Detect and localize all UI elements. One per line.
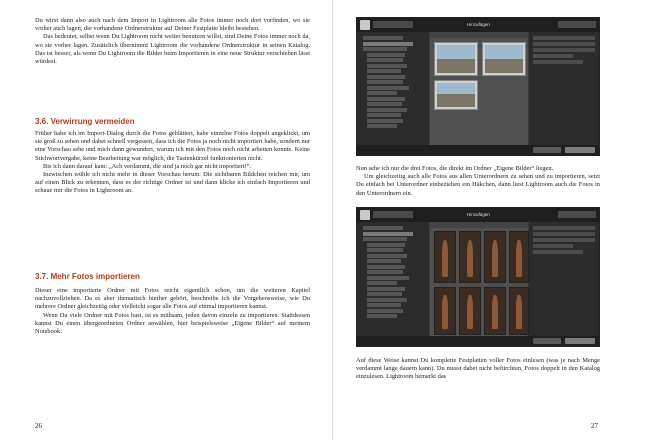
photo-thumbnail[interactable] [459, 287, 481, 335]
lightroom-logo-icon [360, 20, 370, 30]
thumbnail-grid [430, 32, 528, 145]
photo-thumbnail[interactable] [509, 287, 529, 335]
paragraph: Dieser eine importierte Ordner mit Fotos reicht eigentlich schon, um die weiteren Kapitel nachzuvollziehen. Da es aber thematisch hierher gehört, beschreibe ich die Vorgehensweise, wie Du mehrere Ordner gleichzeitig oder vielleicht sogar alle Fotos auf einmal importieren kannst. [35, 287, 310, 311]
right-bottom-text [356, 357, 600, 382]
photo-thumbnail[interactable] [434, 231, 456, 283]
paragraph: Inzwischen wühle ich nicht mehr in dieser Vorschau herum. Die sichtbaren Bildchen reichen mir, um auf einen Blick zu erkennen, dass es der richtige Ordner ist und dann klicke ich einfach Importieren und schaue mir die Fotos in Lightroom an. [35, 171, 310, 195]
lightroom-bottombar [357, 336, 599, 346]
lightroom-import-screenshot-2 [356, 207, 600, 347]
paragraph: Bis ich dann darauf kam: „Ach verdammt, die sind ja noch gar nicht importiert!“. [43, 162, 252, 170]
left-top-text [35, 17, 310, 66]
paragraph: Früher habe ich im Import-Dialog durch die Fotos geblättert, habe einzelne Fotos doppelt angeklickt, um sie groß zu sehen und dabei schnell vergessen, dass ich die Fotos ja noch nicht importiert habe, sondern nur eine Vorschau sehe und mich dann gewundert, warum ich mit den Fotos noch nicht arbeiten konnte. Keine Stichwortvergabe, keine Bearbeitung war möglich, die Tastenkürzel funktionierten nicht. [35, 130, 310, 162]
cancel-button[interactable] [533, 147, 561, 153]
destination-selector [558, 21, 596, 28]
settings-panel [529, 222, 599, 336]
paragraph: Du wirst dann also auch nach dem Import in Lightroom alle Fotos immer noch dort vorfinden, wo sie vorher auch lagen, die vorhandene Ordnerstruktur auf Deiner Festplatte bleibt bestehen. [35, 17, 310, 33]
import-mode-label: Hinzufügen [467, 22, 490, 27]
paragraph: Auf diese Weise kannst Du komplette Festplatten voller Fotos einlesen (was je nach Menge verdammt lange dauern kann). Du musst dabei nicht befürchten, Fotos doppelt in den Katalog einzulesen. Lightroom bemerkt das [356, 357, 600, 381]
photo-thumbnail[interactable] [484, 231, 506, 283]
photo-thumbnail[interactable] [459, 231, 481, 283]
left-mid-text [35, 130, 310, 196]
page-number-left: 26 [35, 422, 42, 430]
lightroom-import-screenshot-1 [356, 17, 600, 156]
paragraph: Nun sehe ich nur die drei Fotos, die direkt im Ordner „Eigene Bilder“ liegen. [356, 165, 554, 172]
folder-tree-panel [357, 32, 429, 145]
photo-thumbnail[interactable] [484, 287, 506, 335]
photo-thumbnail[interactable] [434, 42, 478, 76]
source-selector [373, 211, 413, 218]
photo-thumbnail[interactable] [482, 42, 526, 76]
destination-selector [558, 211, 596, 218]
right-mid-text [356, 165, 600, 198]
folder-tree-panel [357, 222, 429, 336]
lightroom-bottombar [357, 145, 599, 155]
lightroom-topbar [357, 208, 599, 222]
paragraph: Um gleichzeitig auch alle Fotos aus allen Unterordnern zu sehen und zu importieren, setzt Du einfach bei Unterordner einbeziehen ein Häkchen, dann liest Lightroom auch die Fotos in den Unterordnern ein. [356, 173, 600, 197]
paragraph: Das bedeutet, selbst wenn Du Lightroom nicht weiter benutzen willst, sind Deine Fotos immer noch da, wo sie vorher lagen. Zusätzlich übernimmt Lightroom die vorhandene Ordnerstruktur in seinen Katalog. Das ist besser, als wenn Du Lightroom die Bilder beim Importieren in eine neue Struktur verschieben lässt würdest. [35, 33, 310, 66]
paragraph: Wenn Du viele Ordner mit Fotos hast, ist es mühsam, jeden davon einzeln zu importieren. Stattdessen kannst Du einen übergeordneten Ordner anwählen, hier beispielsweise „Eigene Bilder“ auf meinem Notebook: [35, 311, 310, 336]
import-button[interactable] [565, 147, 595, 153]
section-heading-3-7: 3.7. Mehr Fotos importieren [35, 272, 140, 281]
left-bottom-text [35, 287, 310, 336]
photo-thumbnail[interactable] [509, 231, 529, 283]
photo-thumbnail[interactable] [434, 287, 456, 335]
settings-panel [529, 32, 599, 145]
lightroom-logo-icon [360, 210, 370, 220]
section-heading-3-6: 3.6. Verwirrung vermeiden [35, 117, 135, 126]
page-number-right: 27 [591, 422, 598, 430]
import-mode-label: Hinzufügen [467, 212, 490, 217]
photo-thumbnail[interactable] [434, 80, 478, 110]
source-selector [373, 21, 413, 28]
lightroom-topbar [357, 18, 599, 32]
import-button[interactable] [565, 338, 595, 344]
cancel-button[interactable] [533, 338, 561, 344]
thumbnail-grid [430, 222, 528, 336]
